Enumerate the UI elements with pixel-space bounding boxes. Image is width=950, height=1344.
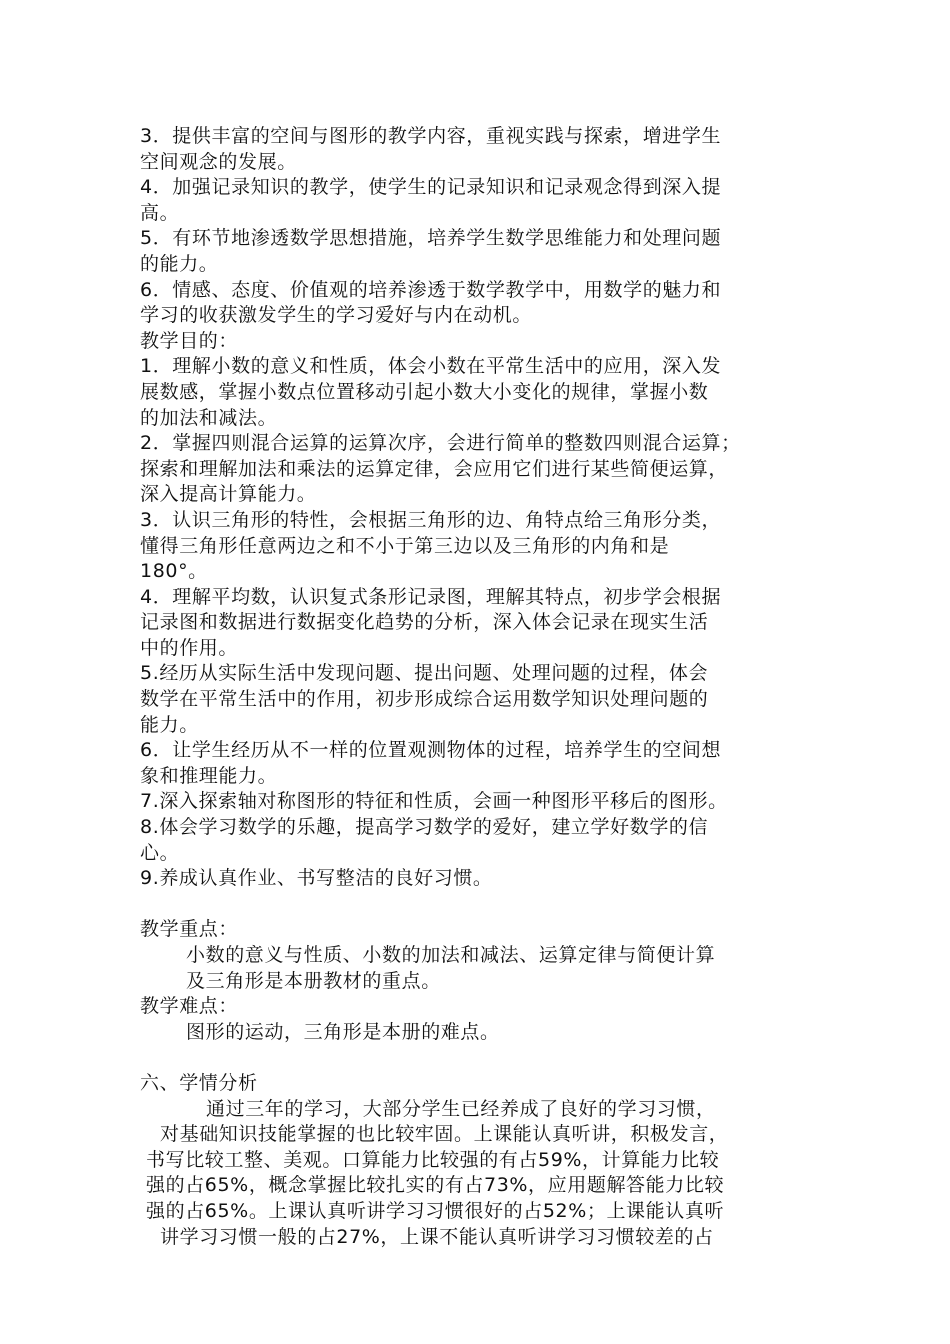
text-line: 5.经历从实际生活中发现问题、提出问题、处理问题的过程，体会 bbox=[140, 662, 709, 685]
document-body bbox=[140, 124, 820, 1250]
text-line: 3．提供丰富的空间与图形的教学内容，重视实践与探索，增进学生 bbox=[140, 125, 722, 147]
text-line: 象和推理能力。 bbox=[140, 764, 278, 787]
text-line: 1．理解小数的意义和性质，体会小数在平常生活中的应用，深入发 bbox=[140, 355, 722, 378]
text-line: 心。 bbox=[140, 841, 180, 864]
text-line: 懂得三角形任意两边之和不小于第三边以及三角形的内角和是 bbox=[140, 534, 670, 557]
text-line: 小数的意义与性质、小数的加法和减法、运算定律与简便计算 bbox=[186, 944, 716, 966]
section-heading-difficulties: 教学难点： bbox=[140, 995, 239, 1018]
text-line: 3．认识三角形的特性，会根据三角形的边、角特点给三角形分类， bbox=[140, 508, 722, 531]
text-line: 学习的收获激发学生的学习爱好与内在动机。 bbox=[140, 304, 533, 327]
text-line: 2．掌握四则混合运算的运算次序，会进行简单的整数四则混合运算； bbox=[140, 432, 741, 455]
text-line: 6．让学生经历从不一样的位置观测物体的过程，培养学生的空间想 bbox=[140, 739, 722, 762]
section-heading-key-points: 教学重点： bbox=[140, 918, 239, 941]
text-line: 7.深入探索轴对称图形的特征和性质，会画一种图形平移后的图形。 bbox=[140, 790, 728, 813]
text-line: 4．加强记录知识的教学，使学生的记录知识和记录观念得到深入提 bbox=[140, 176, 722, 199]
text-line: 强的占65%，概念掌握比较扎实的有占73%，应用题解答能力比较 bbox=[146, 1174, 725, 1197]
text-line: 的能力。 bbox=[140, 252, 219, 275]
text-line: 5．有环节地渗透数学思想措施，培养学生数学思维能力和处理问题 bbox=[140, 227, 722, 250]
text-line: 记录图和数据进行数据变化趋势的分析，深入体会记录在现实生活 bbox=[140, 611, 709, 634]
text-line: 讲学习习惯一般的占27%，上课不能认真听讲学习习惯较差的占 bbox=[160, 1225, 714, 1248]
paragraph-gap bbox=[140, 1045, 820, 1071]
text-line: 探索和理解加法和乘法的运算定律，会应用它们进行某些简便运算， bbox=[140, 457, 729, 480]
text-line: 高。 bbox=[140, 201, 180, 224]
text-line: 通过三年的学习，大部分学生已经养成了良好的学习习惯， bbox=[206, 1097, 716, 1120]
paragraph-gap bbox=[140, 892, 820, 918]
text-line: 书写比较工整、美观。口算能力比较强的有占59%，计算能力比较 bbox=[146, 1148, 720, 1171]
text-line: 的加法和减法。 bbox=[140, 406, 278, 429]
text-line: 图形的运动，三角形是本册的难点。 bbox=[186, 1020, 500, 1043]
text-line: 中的作用。 bbox=[140, 636, 239, 659]
text-line: 强的占65%。上课认真听讲学习习惯很好的占52%；上课能认真听 bbox=[146, 1199, 725, 1222]
text-line: 数学在平常生活中的作用，初步形成综合运用数学知识处理问题的 bbox=[140, 688, 709, 711]
text-line: 展数感，掌握小数点位置移动引起小数大小变化的规律，掌握小数 bbox=[140, 380, 709, 403]
text-line: 能力。 bbox=[140, 713, 199, 736]
text-line: 及三角形是本册教材的重点。 bbox=[186, 969, 441, 992]
text-line: 8.体会学习数学的乐趣，提高学习数学的爱好，建立学好数学的信 bbox=[140, 816, 709, 839]
text-line: 4．理解平均数，认识复式条形记录图，理解其特点，初步学会根据 bbox=[140, 585, 722, 608]
text-line: 对基础知识技能掌握的也比较牢固。上课能认真听讲，积极发言， bbox=[160, 1123, 729, 1146]
text-line: 180°。 bbox=[140, 560, 208, 583]
text-line: 深入提高计算能力。 bbox=[140, 483, 317, 506]
section-heading-objectives: 教学目的： bbox=[140, 329, 239, 352]
text-line: 空间观念的发展。 bbox=[140, 150, 297, 173]
text-line: 9.养成认真作业、书写整洁的良好习惯。 bbox=[140, 867, 493, 890]
text-line: 6．情感、态度、价值观的培养渗透于数学教学中，用数学的魅力和 bbox=[140, 278, 722, 301]
section-heading-analysis: 六、学情分析 bbox=[140, 1071, 258, 1094]
